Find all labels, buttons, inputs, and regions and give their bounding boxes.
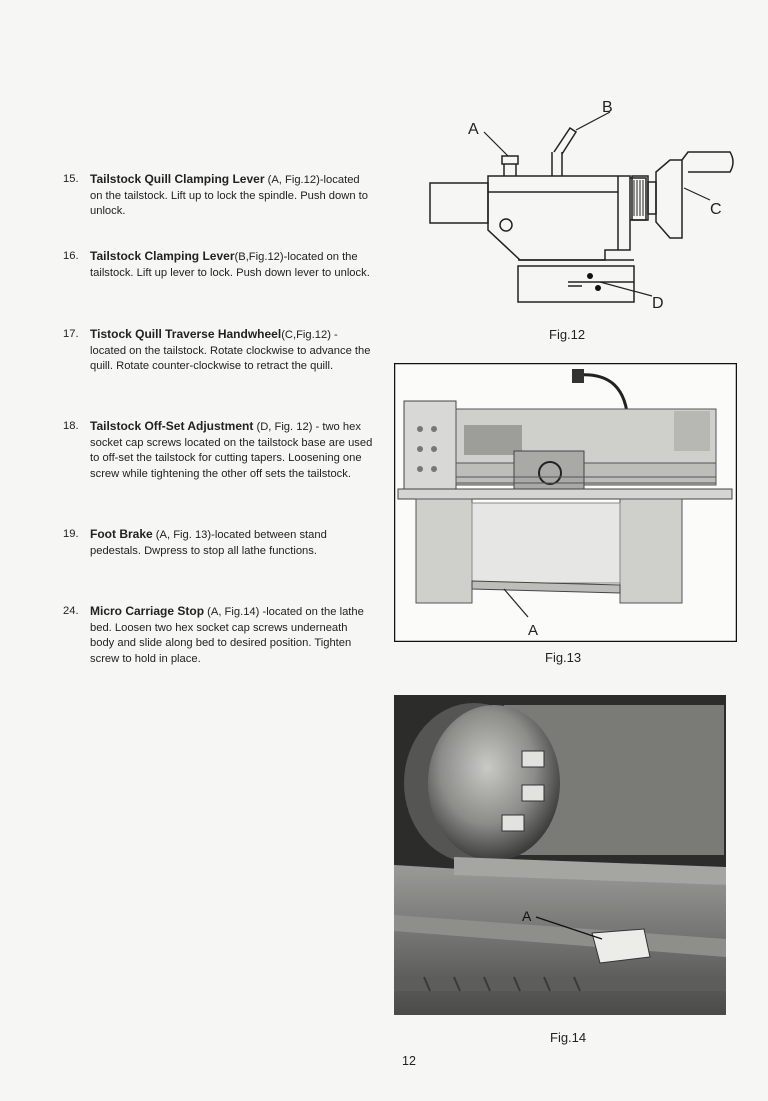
fig14-label-a: A	[522, 908, 532, 924]
item-text: (A, Fig.12)-located on the tailstock. Lift up to lock the spindle. Push down to unlock.	[90, 174, 368, 217]
item-number: 15.	[63, 173, 79, 185]
fig12-label-b: B	[602, 99, 613, 116]
item-title: Tistock Quill Traverse Handwheel	[90, 327, 282, 341]
fig13-lathe-photo	[394, 363, 737, 642]
fig12-label-a: A	[468, 121, 479, 138]
page-number: 12	[402, 1054, 416, 1068]
item-16	[63, 249, 373, 281]
fig12-caption: Fig.12	[549, 327, 586, 342]
item-title: Tailstock Quill Clamping Lever	[90, 172, 265, 186]
item-title: Tailstock Off-Set Adjustment	[90, 419, 254, 433]
fig13-caption: Fig.13	[545, 650, 582, 665]
fig13-label-a: A	[528, 622, 539, 639]
item-24	[63, 604, 373, 667]
fig14-carriage-stop-photo	[394, 695, 726, 1015]
item-17	[63, 327, 373, 375]
item-18	[63, 419, 373, 482]
item-number: 19.	[63, 528, 79, 540]
item-text: (B,Fig.12)-located on the tailstock. Lift up lever to lock. Push down lever to unlock.	[90, 251, 370, 279]
item-15	[63, 172, 373, 220]
item-number: 17.	[63, 328, 79, 340]
item-text: (A, Fig.14) -located on the lathe bed. Loosen two hex socket cap screws underneath body and slide along bed to desired position. Tighten screw to hold in place.	[90, 606, 364, 665]
fig12-label-d: D	[652, 295, 664, 312]
item-text: (D, Fig. 12) - two hex socket cap screws located on the tailstock base are used to off-set the tailstock for cutting tapers. Loosening one screw while tightening the other off sets the tailstock.	[90, 421, 373, 480]
item-text: (C,Fig.12) -located on the tailstock. Rotate clockwise to advance the quill. Rotate counter-clockwise to retract the quill.	[90, 329, 371, 372]
item-text: (A, Fig. 13)-located between stand pedestals. Dwpress to stop all lathe functions.	[90, 529, 327, 557]
item-number: 24.	[63, 605, 79, 617]
item-number: 18.	[63, 420, 79, 432]
item-title: Micro Carriage Stop	[90, 604, 205, 618]
item-19	[63, 527, 373, 559]
item-title: Foot Brake	[90, 527, 153, 541]
item-number: 16.	[63, 250, 79, 262]
fig12-tailstock-diagram	[420, 90, 750, 322]
fig12-label-c: C	[710, 201, 722, 218]
fig14-caption: Fig.14	[550, 1030, 587, 1045]
item-title: Tailstock Clamping Lever	[90, 249, 235, 263]
